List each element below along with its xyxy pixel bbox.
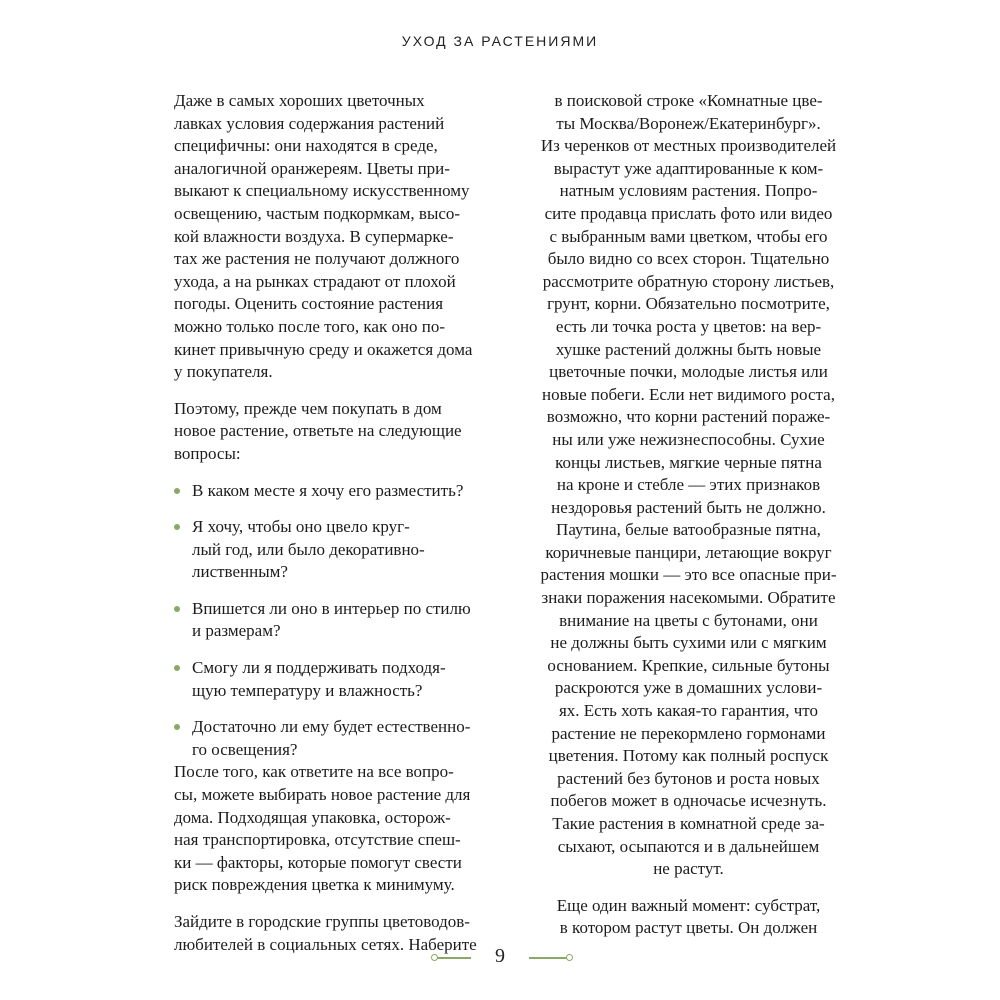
left-column <box>174 90 519 956</box>
paragraph-gap <box>174 584 519 598</box>
text-line: растений без бутонов и роста новых <box>557 768 820 788</box>
page-footer <box>0 944 1000 974</box>
text-line: на кроне и стебле — этих признаков <box>556 475 821 495</box>
text-line: ная транспортировка, отсутствие спеш- <box>174 830 461 850</box>
text-line: не растут. <box>653 859 724 879</box>
paragraph-gap <box>174 466 519 480</box>
text-line: в поисковой строке «Комнатные цве- <box>554 91 823 110</box>
text-line: Из черенков от местных производителей <box>540 136 837 156</box>
text-line: ях. Есть хоть какая-то гарантия, что <box>558 701 819 721</box>
text-line: вырастут уже адаптированные к ком- <box>553 158 824 178</box>
bullet-text: го освещения? <box>192 739 298 759</box>
text-line: Даже в самых хороших цветочных <box>174 91 425 110</box>
paragraph-gap <box>174 702 519 716</box>
page-number: 9 <box>495 945 505 967</box>
text-line: риск повреждения цветка к минимуму. <box>174 875 455 895</box>
text-line: кой влажности воздуха. В супермарке- <box>174 226 454 246</box>
ornament-circle-icon <box>566 954 573 961</box>
text-line: сы, можете выбирать новое растение для <box>174 785 471 805</box>
right-column <box>516 90 861 940</box>
text-line: новые побеги. Если нет видимого роста, <box>542 384 835 404</box>
text-line: вопросы: <box>174 443 241 463</box>
text-line: любителей в социальных сетях. Наберите <box>174 934 477 954</box>
text-line: ки — факторы, которые помогут свести <box>174 852 462 872</box>
text-line: Паутина, белые ватообразные пятна, <box>556 520 821 540</box>
text-line: Еще один важный момент: субстрат, <box>556 895 821 915</box>
text-line: выкают к специальному искусственному <box>174 181 470 201</box>
text-line: у покупателя. <box>174 362 273 382</box>
text-line: в котором растут цветы. Он должен <box>559 918 818 938</box>
text-line: Поэтому, прежде чем покупать в дом <box>174 398 442 418</box>
text-line: коричневые панцири, летающие вокруг <box>545 542 832 562</box>
text-line: рассмотрите обратную сторону листьев, <box>542 271 835 291</box>
text-line: растения мошки — это все опасные при- <box>540 565 837 585</box>
text-line: было видно со всех сторон. Тщательно <box>547 249 830 269</box>
text-line: Зайдите в городские группы цветоводов- <box>174 912 470 931</box>
text-line: знаки поражения насекомыми. Обратите <box>541 588 836 608</box>
text-line: После того, как ответите на все вопро- <box>174 762 454 782</box>
text-line: грунт, корни. Обязательно посмотрите, <box>547 294 830 314</box>
text-line: дома. Подходящая упаковка, осторож- <box>174 807 451 827</box>
text-line: ны или уже нежизнеспособны. Сухие <box>552 429 825 449</box>
text-line: основанием. Крепкие, сильные бутоны <box>547 655 830 675</box>
text-line: освещению, частым подкормкам, высо- <box>174 203 461 223</box>
bullet-text: щую температуру и влажность? <box>192 680 423 700</box>
text-line: нездоровья растений быть не должно. <box>551 497 826 517</box>
bullet-text: лиственным? <box>192 562 288 582</box>
bullet-text: лый год, или было декоративно- <box>192 539 425 559</box>
bullet-item <box>174 716 519 739</box>
bullet-dot-icon <box>174 665 180 671</box>
text-line: ухода, а на рынках страдают от плохой <box>174 271 456 291</box>
text-line: натным условиям растения. Попро- <box>559 181 818 201</box>
bullet-text: Достаточно ли ему будет естественно- <box>192 717 471 737</box>
text-line: погоды. Оценить состояние растения <box>174 294 444 314</box>
text-line: можно только после того, как оно по- <box>174 316 446 336</box>
bullet-dot-icon <box>174 606 180 612</box>
text-line: хушке растений должны быть новые <box>555 339 822 359</box>
text-line: возможно, что корни растений пораже- <box>546 407 831 427</box>
bullet-item <box>174 516 519 539</box>
text-line: есть ли точка роста у цветов: на вер- <box>555 316 822 336</box>
bullet-text: и размерам? <box>192 621 281 641</box>
text-line: концы листьев, мягкие черные пятна <box>555 452 822 472</box>
running-header: УХОД ЗА РАСТЕНИЯМИ <box>401 33 599 49</box>
text-line: кинет привычную среду и окажется дома <box>174 339 473 359</box>
paragraph-gap <box>174 643 519 657</box>
paragraph-gap <box>174 502 519 516</box>
bullet-text: Смогу ли я поддерживать подходя- <box>192 658 446 678</box>
text-line: специфичны: они находятся в среде, <box>174 136 438 156</box>
text-line: ты Москва/Воронеж/Екатеринбург». <box>556 113 821 133</box>
bullet-text: Впишется ли оно в интерьер по стилю <box>192 598 471 618</box>
text-line: цветения. Потому как полный роспуск <box>548 746 829 766</box>
text-line: аналогичной оранжереям. Цветы при- <box>174 158 450 178</box>
bullet-text: В каком месте я хочу его разместить? <box>192 480 464 500</box>
bullet-item <box>174 598 519 621</box>
bullet-dot-icon <box>174 488 180 494</box>
text-line: новое растение, ответьте на следующие <box>174 421 462 441</box>
paragraph-gap <box>174 384 519 398</box>
text-line: сите продавца прислать фото или видео <box>544 203 833 223</box>
bullet-dot-icon <box>174 524 180 530</box>
text-line: не должны быть сухими или с мягким <box>550 633 827 653</box>
ornament-line-right <box>529 957 567 959</box>
text-line: с выбранным вами цветком, чтобы его <box>549 226 828 246</box>
text-line: лавках условия содержания растений <box>174 113 445 133</box>
bullet-dot-icon <box>174 724 180 730</box>
text-line: раскроются уже в домашних услови- <box>554 678 823 698</box>
paragraph-gap <box>516 881 861 895</box>
text-line: сыхают, осыпаются и в дальнейшем <box>557 836 820 856</box>
paragraph-gap <box>174 897 519 911</box>
text-line: Такие растения в комнатной среде за- <box>552 814 825 833</box>
text-line: побегов может в одночасье исчезнуть. <box>550 791 827 811</box>
bullet-item <box>174 657 519 680</box>
text-line: внимание на цветы с бутонами, они <box>559 610 818 630</box>
text-line: тах же растения не получают должного <box>174 249 460 269</box>
bullet-item <box>174 480 519 503</box>
text-line: цветочные почки, молодые листья или <box>549 362 828 382</box>
text-line: растение не перекормлено гормонами <box>551 723 826 743</box>
bullet-text: Я хочу, чтобы оно цвело круг- <box>192 517 410 537</box>
